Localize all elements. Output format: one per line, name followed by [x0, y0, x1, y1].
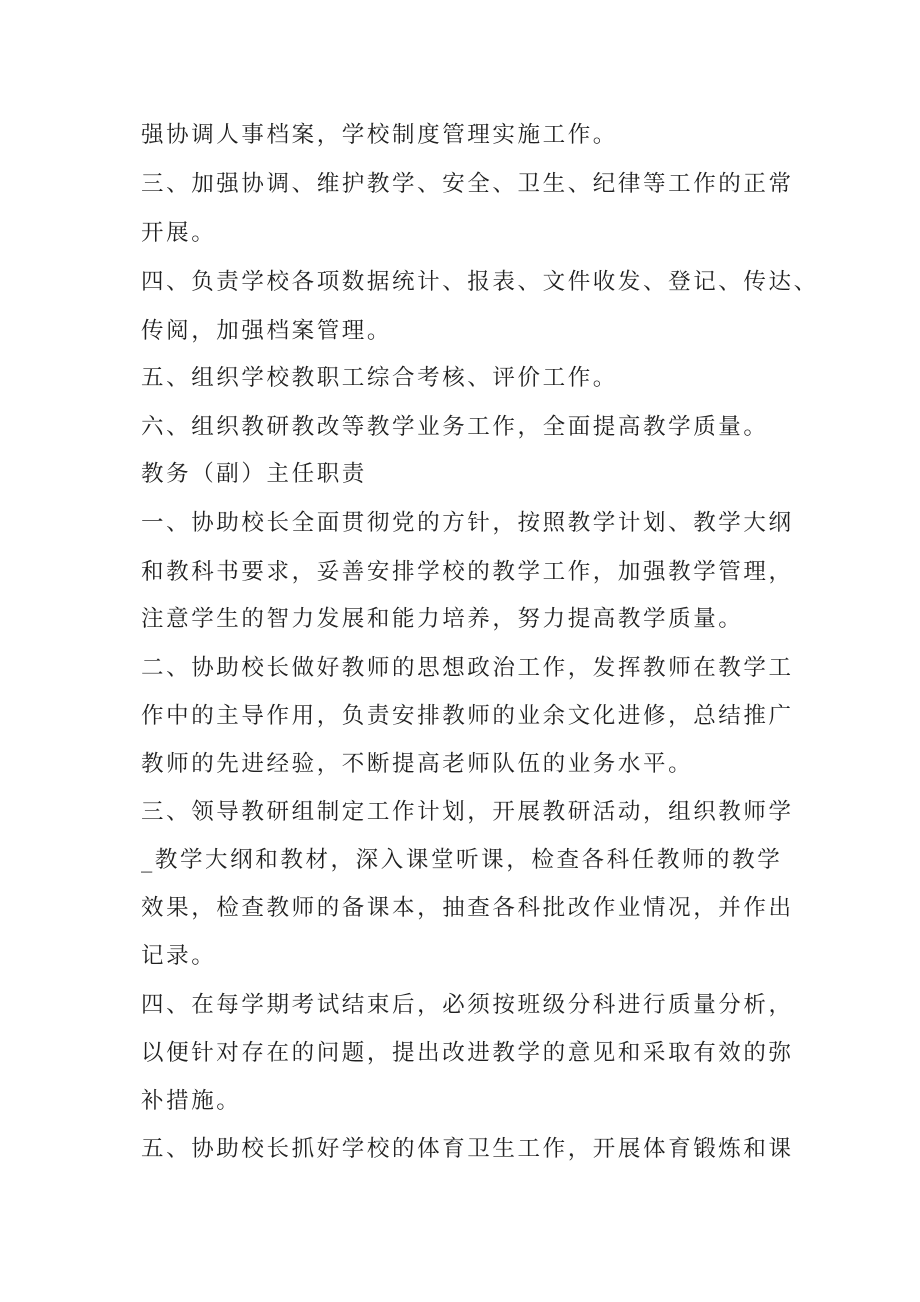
- text-line: 传阅，加强档案管理。: [141, 318, 393, 344]
- text-line: 开展。: [141, 220, 217, 246]
- text-line: 强协调人事档案，学校制度管理实施工作。: [141, 122, 618, 148]
- text-line: 作中的主导作用，负责安排教师的业余文化进修，总结推广: [141, 703, 794, 729]
- text-line: 教师的先进经验，不断提高老师队伍的业务水平。: [141, 751, 694, 777]
- text-line: 补措施。: [141, 1088, 242, 1114]
- text-line: 三、领导教研组制定工作计划，开展教研活动，组织教师学: [141, 799, 794, 825]
- text-line: 和教科书要求，妥善安排学校的教学工作，加强教学管理，: [141, 559, 794, 585]
- text-line: 二、协助校长做好教师的思想政治工作，发挥教师在教学工: [141, 655, 794, 681]
- text-line: 三、加强协调、维护教学、安全、卫生、纪律等工作的正常: [141, 171, 794, 197]
- text-line: _教学大纲和教材，深入课堂听课，检查各科任教师的教学: [141, 847, 783, 873]
- text-line: 五、协助校长抓好学校的体育卫生工作，开展体育锻炼和课: [141, 1136, 794, 1162]
- text-line: 五、组织学校教职工综合考核、评价工作。: [141, 365, 618, 391]
- text-line: 四、负责学校各项数据统计、报表、文件收发、登记、传达、: [141, 269, 819, 295]
- text-line: 记录。: [141, 943, 217, 969]
- text-line: 效果，检查教师的备课本，抽查各科批改作业情况，并作出: [141, 895, 794, 921]
- text-line: 一、协助校长全面贯彻党的方针，按照教学计划、教学大纲: [141, 510, 794, 536]
- text-line: 注意学生的智力发展和能力培养，努力提高教学质量。: [141, 606, 744, 632]
- text-line: 四、在每学期考试结束后，必须按班级分科进行质量分析，: [141, 992, 794, 1018]
- text-line: 以便针对存在的问题，提出改进教学的意见和采取有效的弥: [141, 1040, 794, 1066]
- section-heading: 教务（副）主任职责: [141, 461, 367, 487]
- text-line: 六、组织教研教改等教学业务工作，全面提高教学质量。: [141, 414, 769, 440]
